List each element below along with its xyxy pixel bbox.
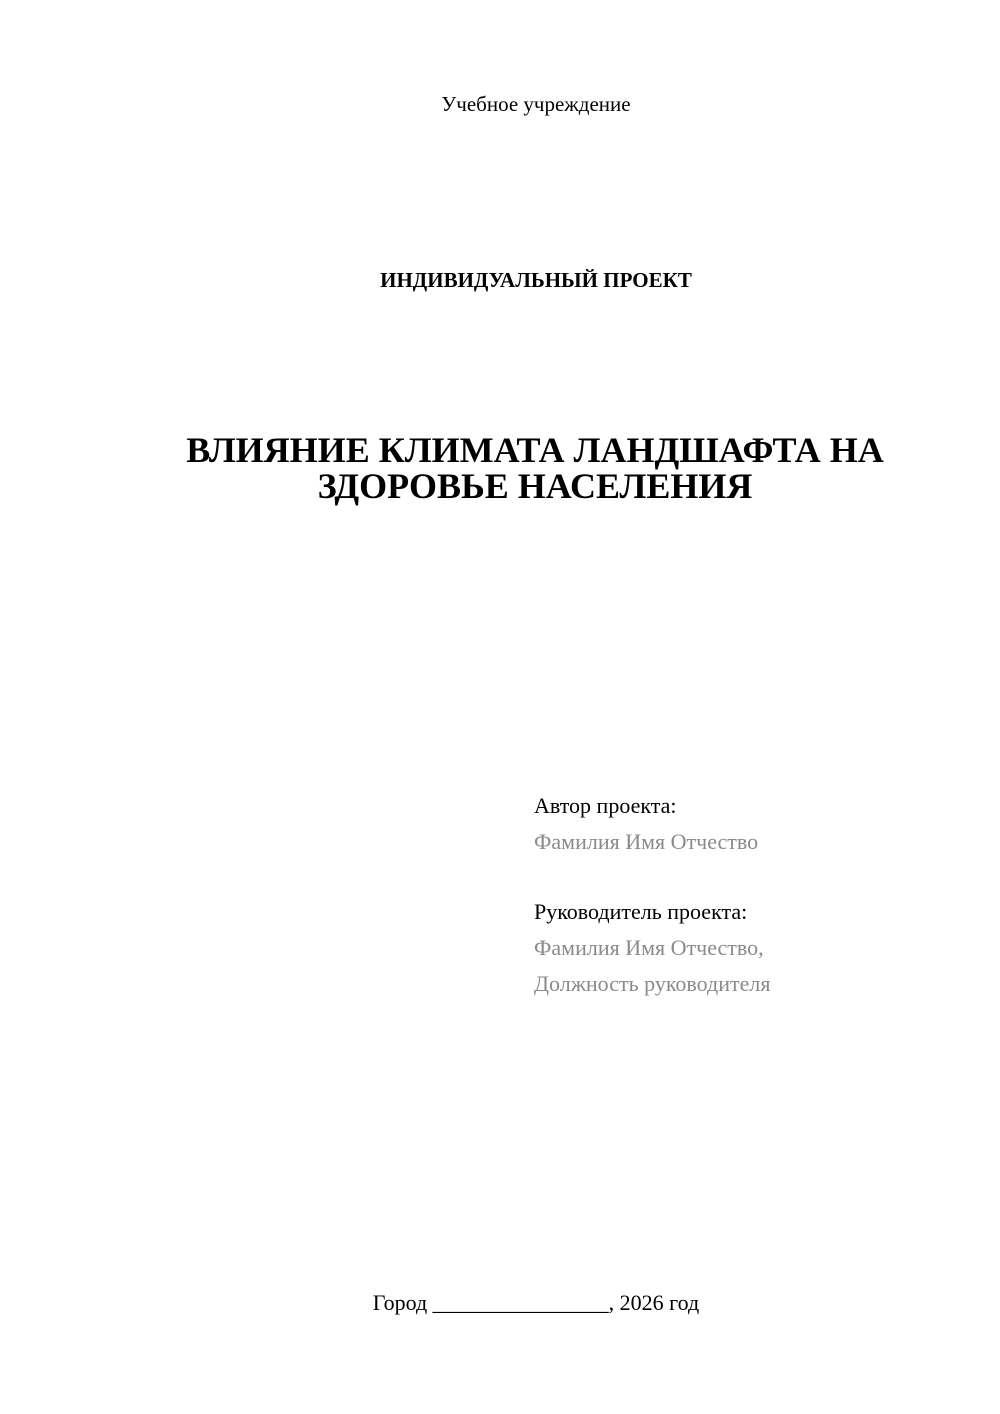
year-label: , 2026 год [608,1290,700,1315]
document-type: ИНДИВИДУАЛЬНЫЙ ПРОЕКТ [380,268,692,292]
city-label: Город [372,1290,428,1315]
supervisor-label: Руководитель проекта: [534,899,748,924]
city-blank: ________________ [432,1290,609,1315]
project-title-line-2: ЗДОРОВЬЕ НАСЕЛЕНИЯ [317,466,753,506]
credits-block [534,788,770,1002]
author-label: Автор проекта: [534,793,677,818]
supervisor-name: Фамилия Имя Отчество, [534,935,764,960]
institution-name: Учебное учреждение [441,92,631,116]
project-title-line-1: ВЛИЯНИЕ КЛИМАТА ЛАНДШАФТА НА [186,430,884,470]
project-title [120,432,950,504]
city-year-line [0,1290,1000,1316]
supervisor-position: Должность руководителя [534,971,771,996]
author-name: Фамилия Имя Отчество [534,829,759,854]
